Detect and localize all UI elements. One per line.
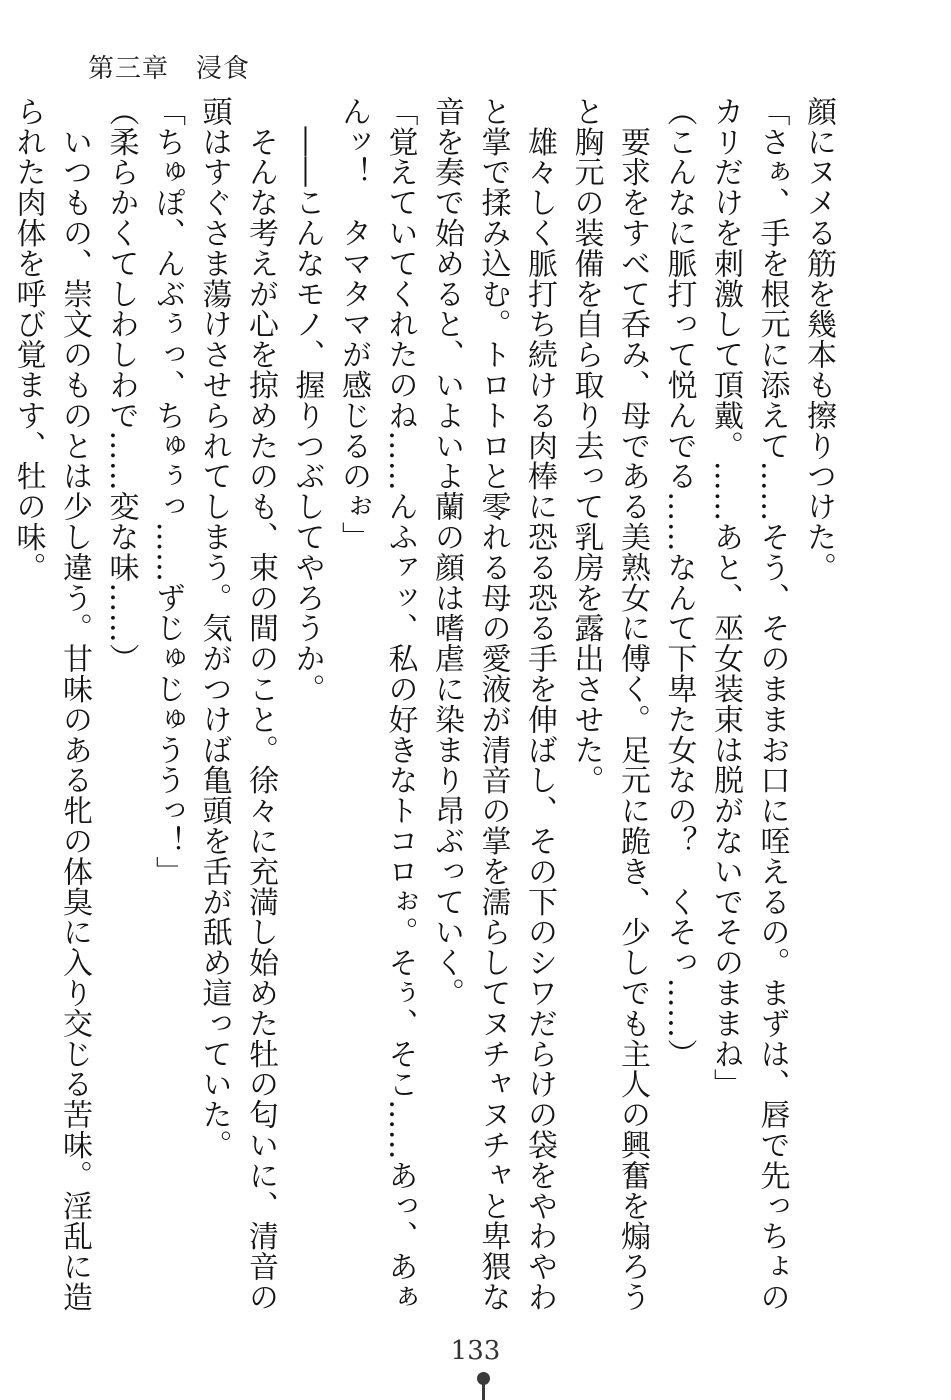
text-line: 「ちゅぽ、んぶぅっ、ちゅぅっ……ずじゅじゅううっ！」 — [150, 96, 185, 887]
text-line: そんな考えが心を掠めたのも、束の間のこと。徐々に充満し始めた牡の匂いに、清音の — [243, 96, 278, 1312]
text-line: 雄々しく脈打ち続ける肉棒に恐る恐る手を伸ばし、その下のシワだらけの袋をやわやわ — [522, 96, 557, 1312]
text-line: 「覚えていてくれたのね……んふァッ、私の好きなトコロぉ。そぅ、そこ……あっ、あぁ — [382, 96, 418, 1312]
page-ornament-stem — [482, 1383, 485, 1400]
text-line: んッ！ タマタマが感じるのぉ」 — [336, 96, 371, 552]
text-line: られた肉体を呼び覚ます、牡の味。 — [10, 96, 46, 583]
text-line: 頭はすぐさま蕩けさせられてしまう。気がつけば亀頭を舌が舐め這っていた。 — [196, 96, 232, 1160]
text-line: カリだけを刺激して頂戴。……あと、巫女装束は脱がないでそのままね」 — [708, 96, 743, 1100]
text-line: 音を奏で始めると、いよいよ蘭の顔は嗜虐に染まり昂ぶっていく。 — [429, 96, 464, 1008]
text-line: いつもの、崇文のものとは少し違う。甘味のある牝の体臭に入り交じる苦味。淫乱に造 — [57, 96, 92, 1312]
page-number: 133 — [450, 1336, 501, 1366]
text-line: 顔にヌメる筋を幾本も擦りつけた。 — [801, 96, 836, 583]
text-line: と胸元の装備を自ら取り去って乳房を露出させた。 — [568, 96, 604, 796]
text-line: （こんなに脈打って悦んでる……なんて下卑た女なの？ くそっ……） — [661, 96, 697, 1069]
body-text — [10, 96, 841, 1312]
text-line: ――こんなモノ、握りつぶしてやろうか。 — [289, 96, 325, 704]
text-line: 「さぁ、手を根元に添えて……そう、そのままお口に咥えるの。まずは、唇で先っちょの — [754, 96, 790, 1312]
text-line: と掌で揉み込む。トロトロと零れる母の愛液が清音の掌を濡らしてヌチャヌチャと卑猥な — [475, 96, 511, 1312]
running-head: 第三章 浸食 — [88, 54, 251, 84]
text-line: （柔らかくてしわしわで……変な味……） — [103, 96, 139, 674]
text-line: 要求をすべて呑み、母である美熟女に傅く。足元に跪き、少しでも主人の興奮を煽ろう — [615, 96, 650, 1312]
